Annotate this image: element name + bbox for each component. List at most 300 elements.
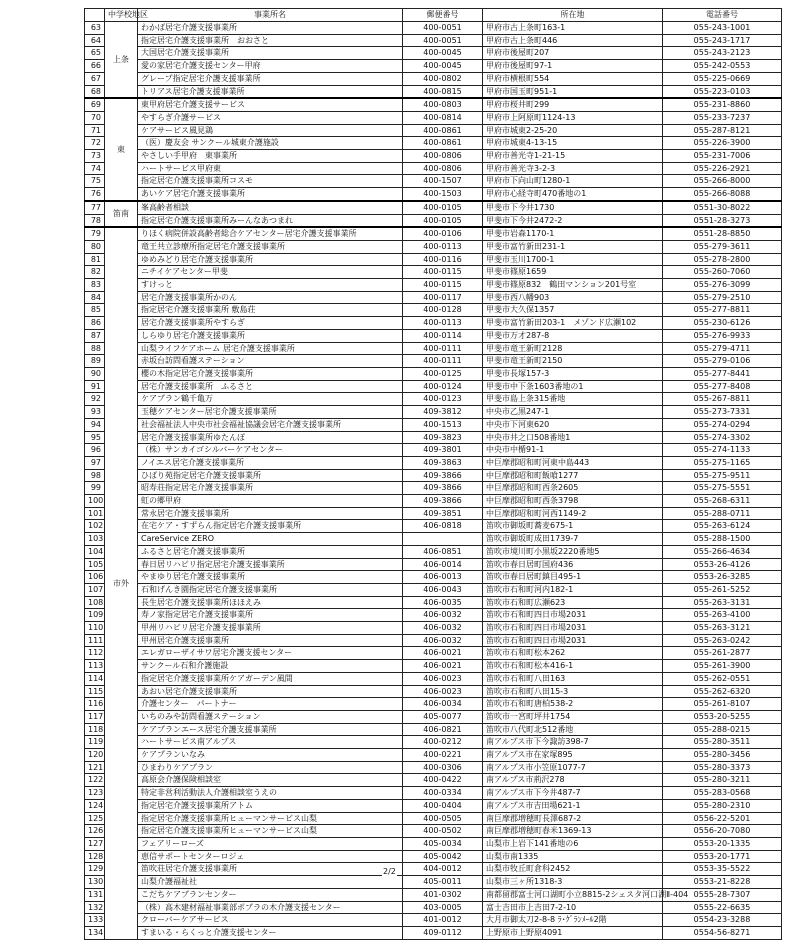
phone-number: 055-226-3900 <box>663 137 782 150</box>
area-label: 上条 <box>105 22 138 99</box>
row-number: 123 <box>85 787 105 800</box>
facility-name: 櫻の木指定居宅介護支援事業所 <box>138 367 403 380</box>
table-row <box>85 329 782 342</box>
postal-code: 400-0404 <box>403 799 483 812</box>
table-row <box>85 533 782 546</box>
area-label: 東 <box>105 98 138 201</box>
facility-name: 居宅介護支援事業所 ふるさと <box>138 380 403 393</box>
address: 中巨摩郡昭和町河東中島443 <box>483 456 663 469</box>
postal-code: 409-3866 <box>403 469 483 482</box>
address: 甲府市善光寺1-21-15 <box>483 150 663 163</box>
phone-number: 055-266-4634 <box>663 545 782 558</box>
table-row <box>85 98 782 111</box>
facility-name: 愛の家居宅介護支援センター甲府 <box>138 60 403 73</box>
table-row <box>85 201 782 214</box>
phone-number: 055-274-3302 <box>663 431 782 444</box>
facility-name: 虹の郷甲府 <box>138 495 403 508</box>
facility-name: グレープ指定居宅介護支援事業所 <box>138 72 403 85</box>
facility-name: ひばり苑指定居宅介護支援事業所 <box>138 469 403 482</box>
facility-name: ケアプラン鶴千亀万 <box>138 393 403 406</box>
row-number: 95 <box>85 431 105 444</box>
postal-code: 400-0051 <box>403 22 483 35</box>
postal-code: 400-0105 <box>403 214 483 227</box>
table-row <box>85 188 782 201</box>
row-number: 117 <box>85 710 105 723</box>
phone-number: 055-263-6124 <box>663 520 782 533</box>
address: 甲斐市万才287-8 <box>483 329 663 342</box>
address: 上野原市上野原4091 <box>483 926 663 939</box>
phone-number: 0554-23-3288 <box>663 914 782 927</box>
facility-name: サンクール石和介護施設 <box>138 660 403 673</box>
address: 笛吹市境川町小黒坂2220番地5 <box>483 545 663 558</box>
postal-code: 400-0113 <box>403 240 483 253</box>
postal-code: 406-0032 <box>403 634 483 647</box>
address: 中巨摩郡昭和町西条3798 <box>483 495 663 508</box>
header-name: 事業所名 <box>138 9 403 22</box>
row-number: 103 <box>85 533 105 546</box>
address: 甲府市国玉町951-1 <box>483 85 663 98</box>
postal-code: 400-0045 <box>403 60 483 73</box>
postal-code: 406-0023 <box>403 685 483 698</box>
phone-number: 055-266-8000 <box>663 175 782 188</box>
address: 甲府市後屋町97-1 <box>483 60 663 73</box>
postal-code: 400-0422 <box>403 774 483 787</box>
table-row <box>85 393 782 406</box>
phone-number: 055-280-3211 <box>663 774 782 787</box>
phone-number: 055-243-2123 <box>663 47 782 60</box>
facility-name: 常永居宅介護支援事業所 <box>138 507 403 520</box>
row-number: 116 <box>85 698 105 711</box>
postal-code: 409-3801 <box>403 444 483 457</box>
postal-code: 405-0034 <box>403 838 483 851</box>
table-row <box>85 137 782 150</box>
table-row <box>85 749 782 762</box>
facility-name: あいケア居宅介護支援事業所 <box>138 188 403 201</box>
facility-name: ひまわりケアプラン <box>138 761 403 774</box>
table-row <box>85 22 782 35</box>
postal-code: 400-0334 <box>403 787 483 800</box>
address: 甲府市横根町554 <box>483 72 663 85</box>
phone-number: 055-263-4100 <box>663 609 782 622</box>
row-number: 115 <box>85 685 105 698</box>
table-row <box>85 304 782 317</box>
postal-code: 400-0221 <box>403 749 483 762</box>
address: 中巨摩郡昭和町西条2605 <box>483 482 663 495</box>
phone-number: 0556-22-5201 <box>663 812 782 825</box>
row-number: 74 <box>85 162 105 175</box>
postal-code: 406-0821 <box>403 723 483 736</box>
row-number: 126 <box>85 825 105 838</box>
table-row <box>85 876 782 889</box>
address: 南巨摩郡増穂町長澤687-2 <box>483 812 663 825</box>
row-number: 120 <box>85 749 105 762</box>
postal-code: 400-1513 <box>403 418 483 431</box>
postal-code: 400-0111 <box>403 342 483 355</box>
postal-code: 400-0106 <box>403 227 483 240</box>
table-row <box>85 47 782 60</box>
postal-code: 405-0011 <box>403 876 483 889</box>
row-number: 71 <box>85 124 105 137</box>
address: 甲府市後屋町207 <box>483 47 663 60</box>
postal-code: 400-0815 <box>403 85 483 98</box>
phone-number: 055-276-3099 <box>663 279 782 292</box>
postal-code: 400-0212 <box>403 736 483 749</box>
address: 笛吹市石和町四日市場2031 <box>483 622 663 635</box>
table-row <box>85 825 782 838</box>
phone-number: 055-287-8121 <box>663 124 782 137</box>
row-number: 86 <box>85 317 105 330</box>
row-number: 122 <box>85 774 105 787</box>
phone-number: 055-279-0106 <box>663 355 782 368</box>
postal-code: 401-0012 <box>403 914 483 927</box>
phone-number: 055-261-2877 <box>663 647 782 660</box>
header-number <box>85 9 105 22</box>
facility-name: わかば居宅介護支援事業所 <box>138 22 403 35</box>
row-number: 127 <box>85 838 105 851</box>
postal-code: 400-0502 <box>403 825 483 838</box>
phone-number: 055-263-3131 <box>663 596 782 609</box>
table-row <box>85 672 782 685</box>
postal-code: 400-0814 <box>403 111 483 124</box>
facility-name: ハートサービス南アルプス <box>138 736 403 749</box>
phone-number: 055-280-2310 <box>663 799 782 812</box>
table-body <box>85 22 782 940</box>
phone-number: 055-243-1001 <box>663 22 782 35</box>
header-area: 中学校地区 <box>105 9 138 22</box>
address: 笛吹市石和町四日市場2031 <box>483 609 663 622</box>
table-row <box>85 34 782 47</box>
postal-code: 400-0861 <box>403 124 483 137</box>
row-number: 84 <box>85 291 105 304</box>
phone-number: 055-279-3611 <box>663 240 782 253</box>
address: 笛吹市春日居町鎮目495-1 <box>483 571 663 584</box>
row-number: 65 <box>85 47 105 60</box>
phone-number: 055-277-8811 <box>663 304 782 317</box>
table-row <box>85 685 782 698</box>
table-row <box>85 736 782 749</box>
postal-code: 409-3866 <box>403 482 483 495</box>
address: 南アルプス市下今諏訪398-7 <box>483 736 663 749</box>
address: 甲斐市篠原832 鶴田マンション201号室 <box>483 279 663 292</box>
postal-code: 400-0125 <box>403 367 483 380</box>
postal-code: 400-1507 <box>403 175 483 188</box>
table-row <box>85 647 782 660</box>
postal-code: 409-3851 <box>403 507 483 520</box>
phone-number: 0553-20-5255 <box>663 710 782 723</box>
postal-code: 406-0034 <box>403 698 483 711</box>
facility-name: 指定居宅介護支援事業所コスモ <box>138 175 403 188</box>
phone-number: 0551-28-3273 <box>663 214 782 227</box>
row-number: 130 <box>85 876 105 889</box>
address: 甲斐市中下条1603番地の1 <box>483 380 663 393</box>
facility-name: （株）サンカイゴシルバーケアセンター <box>138 444 403 457</box>
table-row <box>85 418 782 431</box>
postal-code: 404-0012 <box>403 863 483 876</box>
address: 中巨摩郡昭和町飯喰1277 <box>483 469 663 482</box>
postal-code: 400-0124 <box>403 380 483 393</box>
address: 山梨市上岩下141番地の6 <box>483 838 663 851</box>
postal-code: 409-3812 <box>403 406 483 419</box>
table-row <box>85 72 782 85</box>
address: 甲府市善光寺3-2-3 <box>483 162 663 175</box>
postal-code: 406-0043 <box>403 583 483 596</box>
table-row <box>85 545 782 558</box>
postal-code: 400-0115 <box>403 266 483 279</box>
row-number: 102 <box>85 520 105 533</box>
table-row <box>85 583 782 596</box>
table-row <box>85 698 782 711</box>
address: 甲府市城東2-25-20 <box>483 124 663 137</box>
facility-name: こだちケアプランセンター <box>138 888 403 901</box>
phone-number: 0555-22-6635 <box>663 901 782 914</box>
table-row <box>85 291 782 304</box>
phone-number: 0553-20-1335 <box>663 838 782 851</box>
address: 笛吹市八代町北512番地 <box>483 723 663 736</box>
address: 笛吹市石和町松本416-1 <box>483 660 663 673</box>
postal-code: 400-0105 <box>403 201 483 214</box>
header-zip: 郵便番号 <box>403 9 483 22</box>
facility-name: ノイエス居宅介護支援事業所 <box>138 456 403 469</box>
postal-code: 400-0861 <box>403 137 483 150</box>
row-number: 124 <box>85 799 105 812</box>
phone-number: 055-275-9511 <box>663 469 782 482</box>
facility-name: 寿ノ家指定居宅介護支援事業所 <box>138 609 403 622</box>
phone-number: 0553-35-5522 <box>663 863 782 876</box>
facility-name: 東甲府居宅介護支援サービス <box>138 98 403 111</box>
table-row <box>85 111 782 124</box>
address: 南アルプス市小笠原1077-7 <box>483 761 663 774</box>
table-row <box>85 240 782 253</box>
phone-number: 055-288-0711 <box>663 507 782 520</box>
phone-number: 055-277-8441 <box>663 367 782 380</box>
facility-name: 竜王共立診療所指定居宅介護支援事業所 <box>138 240 403 253</box>
row-number: 111 <box>85 634 105 647</box>
address: 笛吹市御坂町蕎麦675-1 <box>483 520 663 533</box>
facility-name: いちのみや訪問看護ステーション <box>138 710 403 723</box>
row-number: 79 <box>85 227 105 240</box>
row-number: 119 <box>85 736 105 749</box>
postal-code: 400-0123 <box>403 393 483 406</box>
table-row <box>85 214 782 227</box>
phone-number: 055-280-3373 <box>663 761 782 774</box>
area-label: 笛南 <box>105 201 138 227</box>
table-row <box>85 558 782 571</box>
postal-code: 406-0035 <box>403 596 483 609</box>
phone-number: 055-261-8107 <box>663 698 782 711</box>
address: 甲斐市岩森1170-1 <box>483 227 663 240</box>
postal-code: 406-0818 <box>403 520 483 533</box>
facility-name: 居宅介護支援事業所やすらぎ <box>138 317 403 330</box>
address: 甲斐市竜王新町2128 <box>483 342 663 355</box>
header-address: 所在地 <box>483 9 663 22</box>
phone-number: 055-231-7006 <box>663 150 782 163</box>
table-row <box>85 355 782 368</box>
row-number: 131 <box>85 888 105 901</box>
table-row <box>85 150 782 163</box>
facility-name: CareService ZERO <box>138 533 403 546</box>
facility-name: 高原会介護保険相談室 <box>138 774 403 787</box>
address: 笛吹市石和町河内182-1 <box>483 583 663 596</box>
facility-name: エレガローザイサワ居宅介護支援センター <box>138 647 403 660</box>
phone-number: 055-288-1500 <box>663 533 782 546</box>
postal-code: 401-0302 <box>403 888 483 901</box>
address: 甲斐市玉川1700-1 <box>483 253 663 266</box>
postal-code: 409-0112 <box>403 926 483 939</box>
phone-number: 055-262-0551 <box>663 672 782 685</box>
facility-name: 社会福祉法人中央市社会福祉協議会居宅介護支援事業所 <box>138 418 403 431</box>
facility-name: 居宅介護支援事業所かのん <box>138 291 403 304</box>
facility-name: （株）高木建材福祉事業部ポプラの木介護支援センター <box>138 901 403 914</box>
phone-number: 055-276-9933 <box>663 329 782 342</box>
address: 甲府市下向山町1280-1 <box>483 175 663 188</box>
facility-name: 峯高齢者相談 <box>138 201 403 214</box>
phone-number: 055-261-3900 <box>663 660 782 673</box>
phone-number: 0551-30-8022 <box>663 201 782 214</box>
row-number: 82 <box>85 266 105 279</box>
row-number: 118 <box>85 723 105 736</box>
table-row <box>85 456 782 469</box>
address: 笛吹市春日居町国府436 <box>483 558 663 571</box>
postal-code: 400-0128 <box>403 304 483 317</box>
address: 中央市乙黒247-1 <box>483 406 663 419</box>
facility-name: クローバーケアサービス <box>138 914 403 927</box>
address: 甲斐市下今井2472-2 <box>483 214 663 227</box>
row-number: 121 <box>85 761 105 774</box>
postal-code <box>403 533 483 546</box>
postal-code: 400-0045 <box>403 47 483 60</box>
address: 中巨摩郡昭和町河西1149-2 <box>483 507 663 520</box>
postal-code: 400-0117 <box>403 291 483 304</box>
table-row <box>85 850 782 863</box>
row-number: 107 <box>85 583 105 596</box>
table-row <box>85 175 782 188</box>
address: 甲斐市竜王新町2150 <box>483 355 663 368</box>
phone-number: 055-268-6311 <box>663 495 782 508</box>
table-row <box>85 723 782 736</box>
table-row <box>85 838 782 851</box>
table-row <box>85 761 782 774</box>
phone-number: 055-274-0294 <box>663 418 782 431</box>
table-row <box>85 520 782 533</box>
table-row <box>85 266 782 279</box>
phone-number: 055-275-1165 <box>663 456 782 469</box>
table-row <box>85 888 782 901</box>
postal-code: 400-0051 <box>403 34 483 47</box>
row-number: 68 <box>85 85 105 98</box>
address: 甲斐市富竹新田231-1 <box>483 240 663 253</box>
row-number: 83 <box>85 279 105 292</box>
address: 甲府市桜井町299 <box>483 98 663 111</box>
facility-name: 石和げんき園指定居宅介護支援事業所 <box>138 583 403 596</box>
row-number: 98 <box>85 469 105 482</box>
postal-code: 400-0806 <box>403 150 483 163</box>
table-row <box>85 162 782 175</box>
postal-code: 400-0803 <box>403 98 483 111</box>
table-row <box>85 85 782 98</box>
postal-code: 406-0013 <box>403 571 483 584</box>
table-row <box>85 799 782 812</box>
postal-code: 409-3866 <box>403 495 483 508</box>
facility-name: 指定居宅介護支援事業所ケアガーデン風間 <box>138 672 403 685</box>
postal-code: 406-0032 <box>403 622 483 635</box>
facility-name: やすらぎ介護サービス <box>138 111 403 124</box>
phone-number: 055-288-0215 <box>663 723 782 736</box>
postal-code: 400-0806 <box>403 162 483 175</box>
table-row <box>85 253 782 266</box>
phone-number: 055-261-5252 <box>663 583 782 596</box>
row-number: 129 <box>85 863 105 876</box>
row-number: 112 <box>85 647 105 660</box>
phone-number: 055-280-3456 <box>663 749 782 762</box>
facility-name: 介護センター パートナー <box>138 698 403 711</box>
row-number: 67 <box>85 72 105 85</box>
phone-number: 055-233-7237 <box>663 111 782 124</box>
row-number: 113 <box>85 660 105 673</box>
address: 笛吹市石和町唐柏538-2 <box>483 698 663 711</box>
postal-code: 403-0005 <box>403 901 483 914</box>
phone-number: 055-279-4711 <box>663 342 782 355</box>
phone-number: 055-267-8811 <box>663 393 782 406</box>
facility-name: ケアサービス風見鶏 <box>138 124 403 137</box>
address: 笛吹市御坂町成田1739-7 <box>483 533 663 546</box>
postal-code: 400-0111 <box>403 355 483 368</box>
row-number: 78 <box>85 214 105 227</box>
row-number: 99 <box>85 482 105 495</box>
facility-name: すけっと <box>138 279 403 292</box>
address: 南アルプス市下今井487-7 <box>483 787 663 800</box>
row-number: 94 <box>85 418 105 431</box>
table-row <box>85 787 782 800</box>
postal-code: 405-0042 <box>403 850 483 863</box>
table-row <box>85 863 782 876</box>
address: 南都留郡富士河口湖町小立8815-2シェスタ河口湖Ⅱ-404 <box>483 888 663 901</box>
facility-name: 山梨ライフケアホーム 居宅介護支援事業所 <box>138 342 403 355</box>
address: 甲府市古上条町446 <box>483 34 663 47</box>
facility-name: りほく病院併設高齢者総合ケアセンター居宅介護支援事業所 <box>138 227 403 240</box>
row-number: 64 <box>85 34 105 47</box>
facility-name: 指定居宅介護支援事業所 おおさと <box>138 34 403 47</box>
facility-name: ニチイケアセンター甲斐 <box>138 266 403 279</box>
postal-code: 406-0021 <box>403 660 483 673</box>
phone-number: 055-266-8088 <box>663 188 782 201</box>
address: 甲斐市篠原1659 <box>483 266 663 279</box>
address: 南巨摩郡増穂町舂米1369-13 <box>483 825 663 838</box>
table-row <box>85 469 782 482</box>
table-row <box>85 774 782 787</box>
facility-name: フェアリーローズ <box>138 838 403 851</box>
row-number: 105 <box>85 558 105 571</box>
facility-name: 指定居宅介護支援事業所ヒューマンサービス山梨 <box>138 825 403 838</box>
table-row <box>85 227 782 240</box>
address: 山梨市南1335 <box>483 850 663 863</box>
address: 中央市中楯91-1 <box>483 444 663 457</box>
postal-code: 409-3863 <box>403 456 483 469</box>
facility-name: 昭寿荘指定居宅介護支援事業所 <box>138 482 403 495</box>
table-row <box>85 495 782 508</box>
row-number: 97 <box>85 456 105 469</box>
area-label: 市外 <box>105 227 138 939</box>
phone-number: 055-262-6320 <box>663 685 782 698</box>
address: 笛吹市石和町広瀬623 <box>483 596 663 609</box>
postal-code: 405-0077 <box>403 710 483 723</box>
facility-name: トリアス居宅介護支援事業所 <box>138 85 403 98</box>
row-number: 92 <box>85 393 105 406</box>
table-row <box>85 380 782 393</box>
table-row <box>85 710 782 723</box>
table-row <box>85 444 782 457</box>
table-row <box>85 279 782 292</box>
facility-table <box>84 8 782 940</box>
